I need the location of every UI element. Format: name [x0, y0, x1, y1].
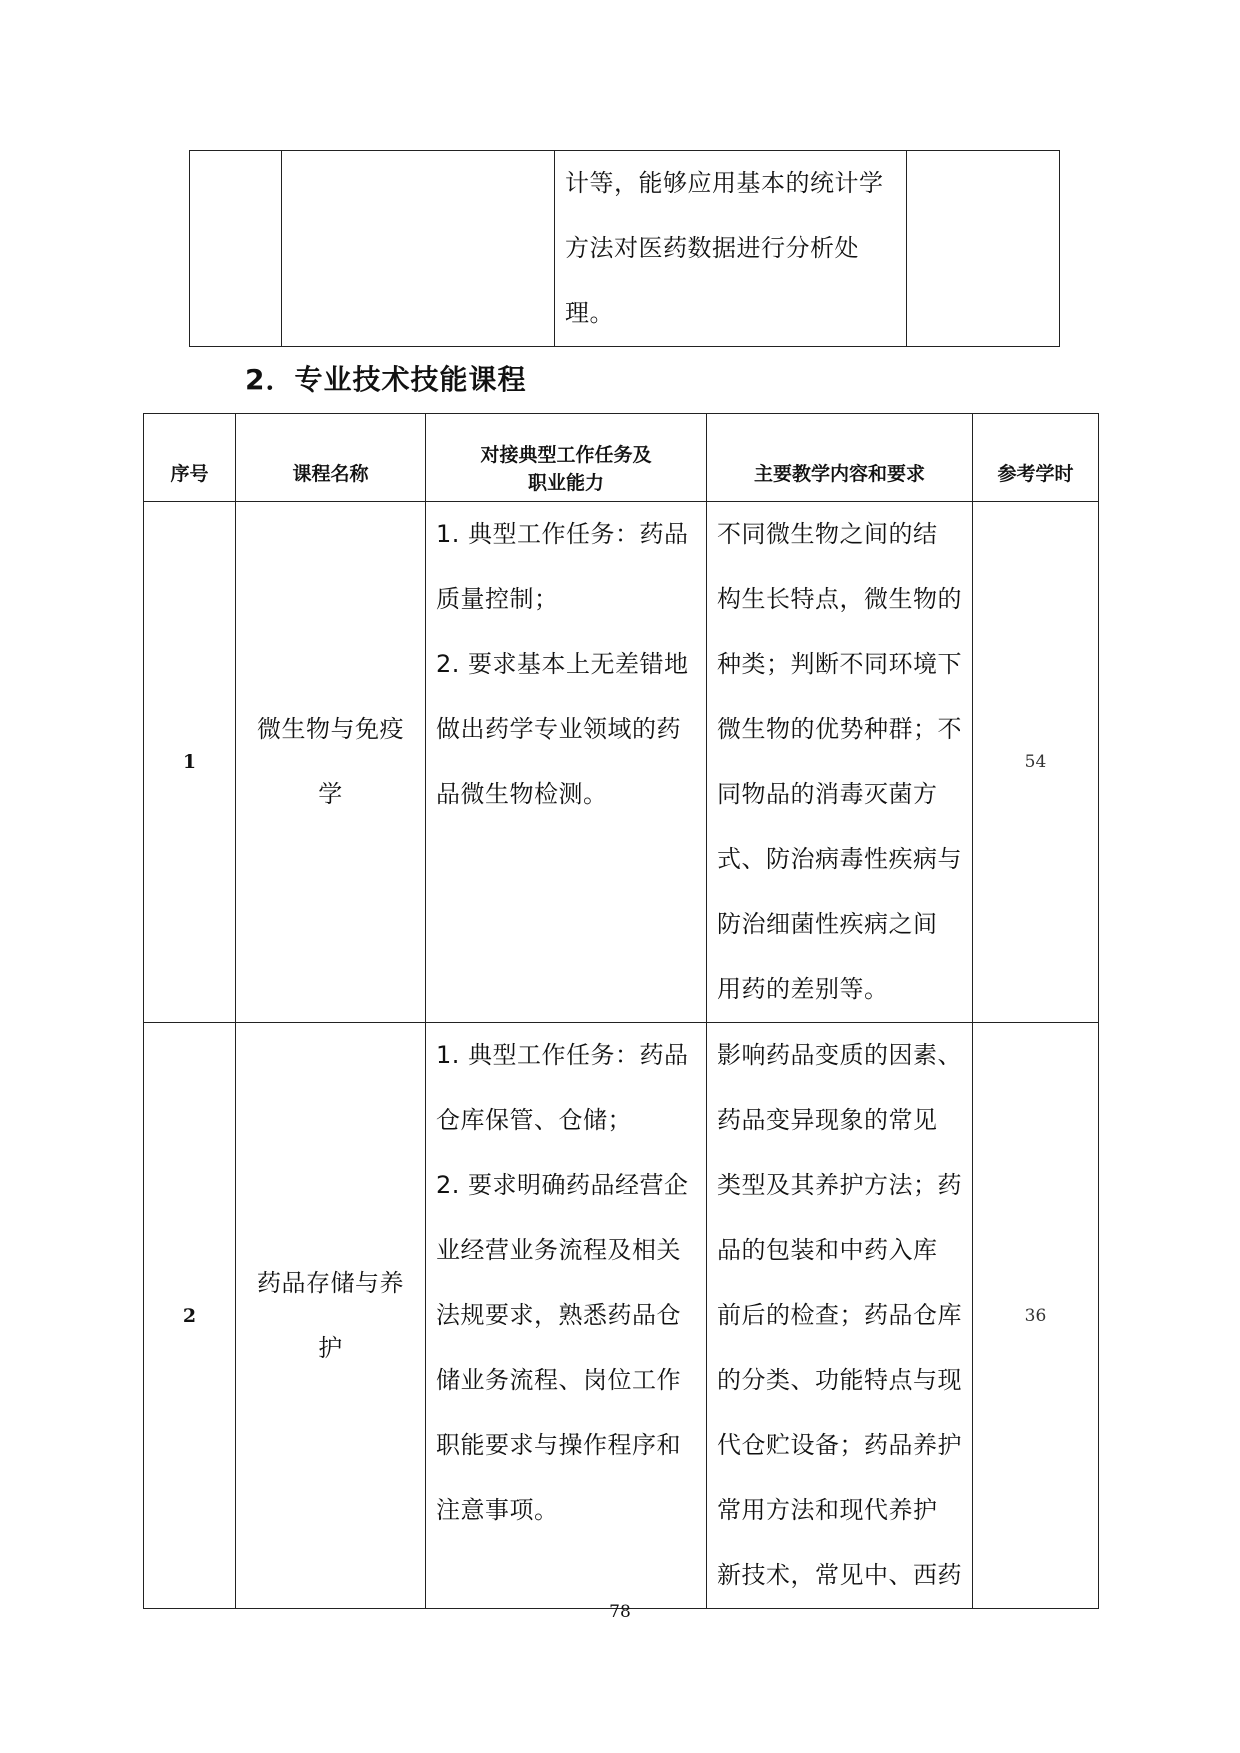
text-line: 储业务流程、岗位工作 [436, 1366, 681, 1394]
header-content: 主要教学内容和要求 [707, 414, 973, 502]
text-line: 2. 要求基本上无差错地 [436, 650, 689, 678]
header-tasks-line: 对接典型工作任务及 [480, 444, 652, 466]
continuation-index-cell [190, 151, 282, 347]
text-line: 仓库保管、仓储； [436, 1106, 632, 1134]
text-line: 防治细菌性疾病之间 [717, 910, 938, 938]
course-name-line: 药品存储与养 [257, 1268, 404, 1297]
table-header-row [144, 414, 1099, 502]
text-line: 计等，能够应用基本的统计学 [565, 169, 884, 197]
text-line: 影响药品变质的因素、 [717, 1041, 962, 1069]
text-line: 品微生物检测。 [436, 780, 608, 808]
header-tasks-line: 职业能力 [527, 472, 604, 494]
row-index: 2 [182, 1304, 197, 1327]
continuation-hours-cell [907, 151, 1060, 347]
text-line: 药品变异现象的常见 [717, 1106, 938, 1134]
text-line: 的分类、功能特点与现 [717, 1366, 962, 1394]
row-tasks-cell [426, 502, 707, 1023]
row-index: 1 [182, 751, 197, 773]
text-line: 方法对医药数据进行分析处 [565, 234, 859, 262]
text-line: 品的包装和中药入库 [717, 1236, 938, 1264]
continuation-row [190, 151, 1060, 347]
row-course-name-cell [236, 502, 426, 1023]
text-line: 常用方法和现代养护 [717, 1496, 938, 1524]
table-row [144, 502, 1099, 1023]
text-line: 质量控制； [436, 585, 559, 613]
text-line: 2. 要求明确药品经营企 [436, 1171, 689, 1199]
course-name-line: 微生物与免疫 [257, 715, 404, 743]
header-index: 序号 [144, 414, 236, 502]
row-course-name-cell [236, 1023, 426, 1609]
row-index-cell [144, 1023, 236, 1609]
text-line: 注意事项。 [436, 1496, 559, 1524]
course-name-line: 护 [318, 1333, 343, 1362]
page-number: 78 [609, 1602, 631, 1622]
table-row [144, 1023, 1099, 1609]
continuation-table [189, 150, 1060, 347]
text-line: 用药的差别等。 [717, 975, 889, 1003]
text-line: 不同微生物之间的结 [717, 520, 938, 548]
text-line: 理。 [565, 299, 614, 327]
header-hours: 参考学时 [973, 414, 1099, 502]
row-hours: 36 [1024, 1305, 1047, 1326]
header-tasks [426, 414, 707, 502]
text-line: 1. 典型工作任务：药品 [436, 1041, 689, 1069]
text-line: 构生长特点，微生物的 [717, 585, 962, 613]
text-line: 同物品的消毒灭菌方 [717, 780, 938, 808]
text-line: 职能要求与操作程序和 [436, 1431, 681, 1459]
continuation-content-cell [555, 151, 907, 347]
text-line: 式、防治病毒性疾病与 [717, 845, 962, 873]
text-line: 代仓贮设备；药品养护 [717, 1431, 962, 1459]
text-line: 做出药学专业领域的药 [436, 715, 681, 743]
row-index-cell [144, 502, 236, 1023]
row-hours-cell [973, 1023, 1099, 1609]
text-line: 业经营业务流程及相关 [436, 1236, 681, 1264]
text-line: 种类；判断不同环境下 [717, 650, 962, 678]
header-course-name: 课程名称 [236, 414, 426, 502]
course-name-line: 学 [318, 780, 343, 808]
row-content-cell [707, 1023, 973, 1609]
row-hours-cell [973, 502, 1099, 1023]
text-line: 类型及其养护方法；药 [717, 1171, 962, 1199]
text-line: 1. 典型工作任务：药品 [436, 520, 689, 548]
text-line: 新技术，常见中、西药 [717, 1561, 962, 1589]
row-hours: 54 [1024, 752, 1047, 772]
row-tasks-cell [426, 1023, 707, 1609]
section-heading: 2．专业技术技能课程 [245, 363, 527, 396]
continuation-course-cell [282, 151, 555, 347]
text-line: 微生物的优势种群；不 [717, 715, 962, 743]
text-line: 法规要求，熟悉药品仓 [436, 1301, 681, 1329]
course-table [143, 413, 1099, 1609]
text-line: 前后的检查；药品仓库 [717, 1301, 962, 1329]
row-content-cell [707, 502, 973, 1023]
